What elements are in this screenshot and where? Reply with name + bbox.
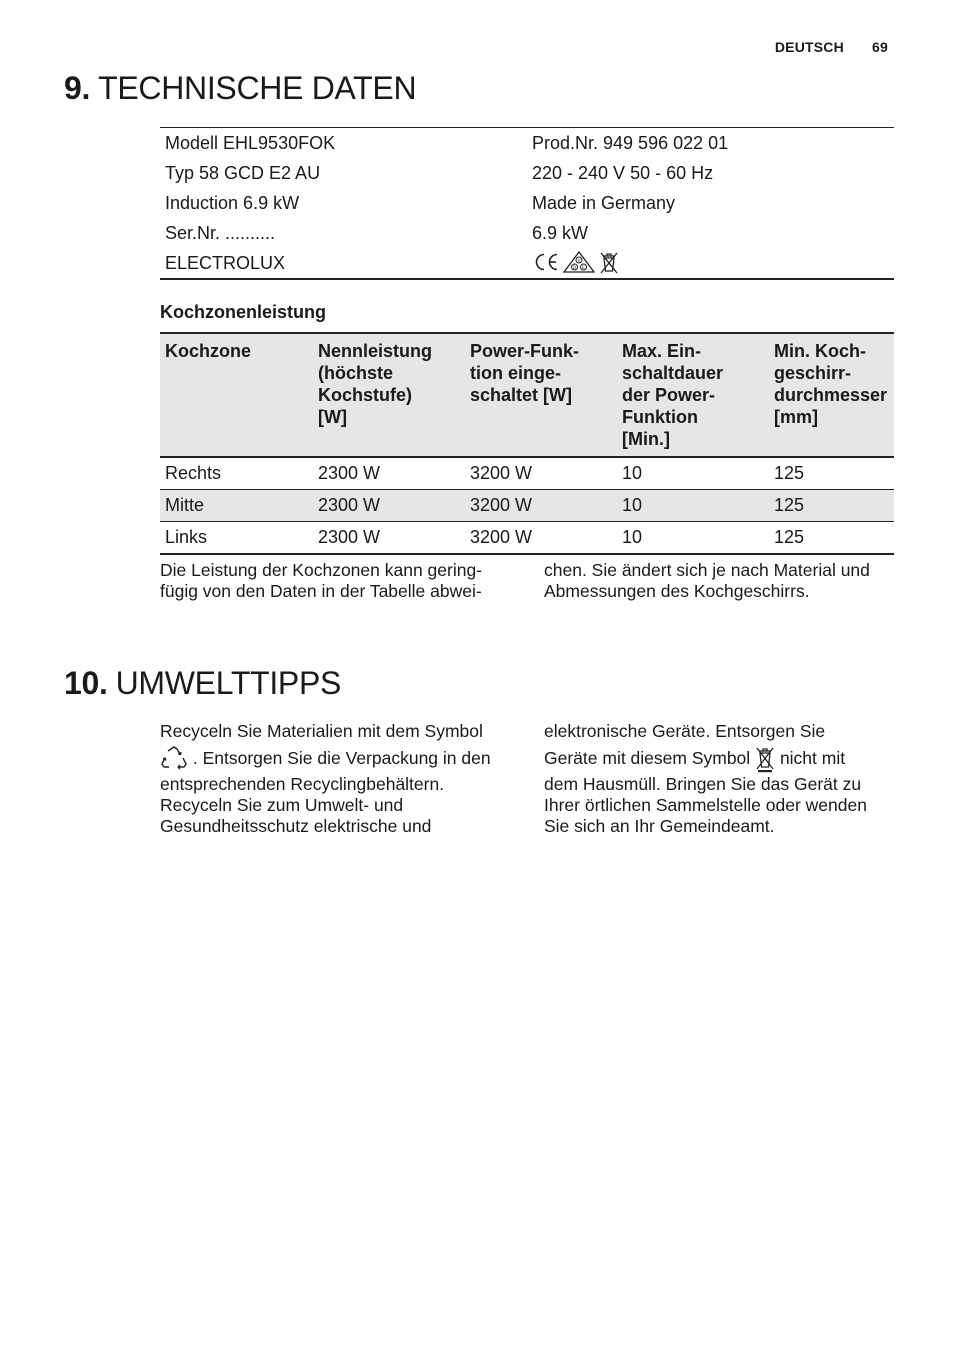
environment-text-left	[160, 721, 530, 837]
rating-plate-cell: Modell EHL9530FOK	[165, 132, 336, 153]
header-line: Max. Ein-	[622, 341, 702, 361]
weee-bin-icon	[755, 745, 775, 773]
svg-text:E: E	[582, 264, 585, 270]
rating-plate-cell: Made in Germany	[532, 192, 676, 213]
table-cell: 2300 W	[313, 457, 465, 490]
header-line: durchmesser	[774, 385, 888, 405]
table-header-cell	[313, 333, 465, 457]
header-line: [W]	[318, 407, 347, 427]
table-cell: 3200 W	[465, 457, 617, 490]
table-row	[160, 490, 894, 522]
header-line: [Min.]	[622, 429, 670, 449]
env-line-with-icon	[544, 742, 914, 774]
env-line: entsprechenden Recyclingbehältern.	[160, 774, 445, 794]
rating-plate-cell: 220 - 240 V 50 - 60 Hz	[532, 162, 714, 183]
table-cell: Rechts	[160, 457, 313, 490]
svg-text:V: V	[577, 257, 581, 263]
table-cell: 10	[617, 490, 769, 522]
header-line: schaltet [W]	[470, 385, 573, 405]
table-cell: Mitte	[160, 490, 313, 522]
rating-plate-cell: ELECTROLUX	[165, 252, 286, 273]
table-cell: Links	[160, 522, 313, 555]
page-header	[775, 39, 888, 55]
power-note-line: Abmessungen des Kochgeschirrs.	[544, 581, 810, 601]
rating-plate-row	[160, 248, 894, 278]
section-10-heading	[64, 665, 341, 701]
header-line: Funktion	[622, 407, 698, 427]
env-line: dem Hausmüll. Bringen Sie das Gerät zu	[544, 774, 862, 794]
env-line: elektronische Geräte. Entsorgen Sie	[544, 721, 826, 741]
table-cell: 2300 W	[313, 490, 465, 522]
header-line: Nennleistung	[318, 341, 433, 361]
table-cell: 125	[769, 457, 894, 490]
table-header-cell	[465, 333, 617, 457]
header-line: [mm]	[774, 407, 818, 427]
env-line-text: Geräte mit diesem Symbol	[544, 748, 751, 768]
env-line: Recyceln Sie Materialien mit dem Symbol	[160, 721, 483, 741]
ce-mark-icon	[532, 252, 560, 272]
rating-plate-table	[160, 127, 894, 280]
env-line: Sie sich an Ihr Gemeindeamt.	[544, 816, 775, 836]
header-line: (höchste	[318, 363, 394, 383]
header-line: Min. Koch-	[774, 341, 866, 361]
table-cell: 10	[617, 522, 769, 555]
section-9-heading	[64, 70, 416, 106]
section-10-title: UMWELTTIPPS	[115, 665, 342, 701]
env-line-text: nicht mit	[779, 748, 846, 768]
section-9-title: TECHNISCHE DATEN	[98, 70, 417, 106]
power-note-right	[544, 560, 904, 602]
env-line: Gesundheitsschutz elektrische und	[160, 816, 432, 836]
rating-plate-cell	[527, 248, 894, 278]
header-line: Power-Funk-	[470, 341, 580, 361]
weee-bin-icon	[598, 250, 620, 274]
header-line: tion einge-	[470, 363, 561, 383]
certification-marks	[532, 249, 620, 275]
table-cell: 125	[769, 522, 894, 555]
table-cell: 3200 W	[465, 522, 617, 555]
table-row	[160, 522, 894, 555]
cooking-zone-table	[160, 332, 894, 555]
cooking-zone-power-heading: Kochzonenleistung	[160, 302, 326, 322]
table-header-cell	[617, 333, 769, 457]
rating-plate-cell: Ser.Nr. ..........	[165, 222, 276, 243]
env-line: Ihrer örtlichen Sammelstelle oder wenden	[544, 795, 867, 815]
table-header-cell	[160, 333, 313, 457]
table-cell: 125	[769, 490, 894, 522]
header-language: DEUTSCH	[774, 39, 844, 55]
env-line-with-icon	[160, 742, 530, 774]
power-note-line: fügig von den Daten in der Tabelle abwei-	[160, 581, 482, 601]
header-line: geschirr-	[774, 363, 852, 383]
page-number: 69	[872, 39, 888, 55]
vde-mark-icon	[563, 251, 595, 273]
rating-plate-cell: 6.9 kW	[532, 222, 589, 243]
rating-plate-cell: Prod.Nr. 949 596 022 01	[532, 132, 729, 153]
rating-plate-row	[160, 218, 894, 248]
rating-plate-cell: Induction 6.9 kW	[165, 192, 300, 213]
header-line: schaltdauer	[622, 363, 724, 383]
environment-text-right	[544, 721, 914, 837]
power-note-line: Die Leistung der Kochzonen kann gering-	[160, 560, 483, 580]
power-note-left	[160, 560, 520, 602]
table-cell: 3200 W	[465, 490, 617, 522]
rating-plate-row	[160, 158, 894, 188]
rating-plate-cell: Typ 58 GCD E2 AU	[165, 162, 321, 183]
rating-plate-row	[160, 128, 894, 158]
svg-text:D: D	[572, 264, 577, 270]
header-line: Kochzone	[165, 341, 252, 361]
header-line: der Power-	[622, 385, 716, 405]
table-header-cell	[769, 333, 894, 457]
power-note-line: chen. Sie ändert sich je nach Material und	[544, 560, 870, 580]
section-9-number: 9.	[64, 70, 91, 106]
rating-plate-row	[160, 188, 894, 218]
section-10-number: 10.	[64, 665, 108, 701]
table-row	[160, 457, 894, 490]
table-cell: 2300 W	[313, 522, 465, 555]
table-cell: 10	[617, 457, 769, 490]
recycle-icon	[160, 745, 188, 773]
header-line: Kochstufe)	[318, 385, 412, 405]
env-line: Recyceln Sie zum Umwelt- und	[160, 795, 404, 815]
env-line-text: . Entsorgen Sie die Verpackung in den	[192, 748, 491, 768]
